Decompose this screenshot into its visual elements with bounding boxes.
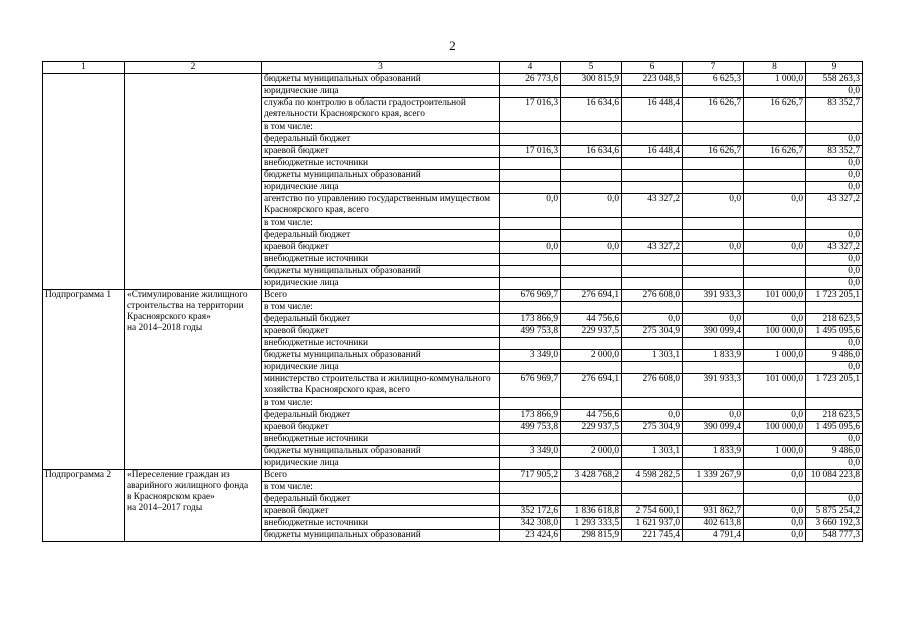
year-value-cell: [561, 434, 622, 446]
year-value-cell: 44 756,6: [561, 314, 622, 326]
subprogram-title-line: аварийного жилищного фонда: [127, 481, 249, 491]
year-value-cell: [622, 398, 683, 410]
year-value-cell: [744, 230, 806, 242]
year-value-cell: 3 349,0: [500, 350, 561, 362]
year-value-cell: 17 016,3: [500, 98, 561, 122]
total-value-cell: 0,0: [806, 158, 863, 170]
header-cell: 1: [43, 62, 125, 74]
year-value-cell: [500, 230, 561, 242]
year-value-cell: 16 626,7: [744, 98, 806, 122]
year-value-cell: 298 815,9: [561, 530, 622, 542]
year-value-cell: 16 634,6: [561, 98, 622, 122]
year-value-cell: 229 937,5: [561, 422, 622, 434]
row-label-cell: внебюджетные источники: [262, 518, 500, 530]
year-value-cell: [744, 266, 806, 278]
year-value-cell: 4 791,4: [683, 530, 744, 542]
total-value-cell: 1 495 095,6: [806, 326, 863, 338]
subprogram-title-line: на 2014–2018 годы: [127, 323, 203, 333]
year-value-cell: 1 000,0: [744, 350, 806, 362]
year-value-cell: 0,0: [683, 194, 744, 218]
table-row: [43, 290, 863, 302]
total-value-cell: [806, 218, 863, 230]
total-value-cell: 1 495 095,6: [806, 422, 863, 434]
year-value-cell: [561, 458, 622, 470]
total-value-cell: [806, 302, 863, 314]
year-value-cell: 275 304,9: [622, 326, 683, 338]
row-label-cell: внебюджетные источники: [262, 434, 500, 446]
subprogram-title-cell: [125, 290, 262, 470]
year-value-cell: 6 625,3: [683, 74, 744, 86]
subprogram-code: Подпрограмма 2: [45, 470, 112, 480]
year-value-cell: [561, 182, 622, 194]
row-label-cell: в том числе:: [262, 302, 500, 314]
header-cell: 9: [806, 62, 863, 74]
total-value-cell: 0,0: [806, 182, 863, 194]
year-value-cell: [744, 398, 806, 410]
header-cell: 3: [262, 62, 500, 74]
year-value-cell: 499 753,8: [500, 326, 561, 338]
year-value-cell: 100 000,0: [744, 422, 806, 434]
year-value-cell: [500, 134, 561, 146]
year-value-cell: [500, 218, 561, 230]
year-value-cell: 402 613,8: [683, 518, 744, 530]
year-value-cell: 101 000,0: [744, 290, 806, 302]
total-value-cell: 9 486,0: [806, 350, 863, 362]
year-value-cell: [683, 278, 744, 290]
year-value-cell: [744, 182, 806, 194]
year-value-cell: 100 000,0: [744, 326, 806, 338]
budget-table: [42, 61, 863, 542]
year-value-cell: 1 836 618,8: [561, 506, 622, 518]
year-value-cell: 1 339 267,9: [683, 470, 744, 482]
subprogram-title-line: Красноярского края»: [127, 312, 211, 322]
total-value-cell: 5 875 254,2: [806, 506, 863, 518]
total-value-cell: 558 263,3: [806, 74, 863, 86]
total-value-cell: 0,0: [806, 266, 863, 278]
row-label-cell: агентство по управлению государственным имуществом Красноярского края, всего: [262, 194, 500, 218]
row-label-cell: федеральный бюджет: [262, 494, 500, 506]
total-value-cell: 0,0: [806, 134, 863, 146]
year-value-cell: [561, 254, 622, 266]
year-value-cell: [622, 170, 683, 182]
table-row: [43, 470, 863, 482]
total-value-cell: 1 723 205,1: [806, 290, 863, 302]
total-value-cell: 0,0: [806, 170, 863, 182]
year-value-cell: [744, 434, 806, 446]
subprogram-title-line: на 2014–2017 годы: [127, 503, 203, 513]
year-value-cell: [500, 458, 561, 470]
year-value-cell: 173 866,9: [500, 314, 561, 326]
year-value-cell: [500, 182, 561, 194]
year-value-cell: [500, 170, 561, 182]
year-value-cell: 275 304,9: [622, 422, 683, 434]
total-value-cell: 0,0: [806, 362, 863, 374]
year-value-cell: 0,0: [500, 242, 561, 254]
total-value-cell: [806, 122, 863, 134]
year-value-cell: [561, 494, 622, 506]
total-value-cell: 0,0: [806, 278, 863, 290]
year-value-cell: [683, 458, 744, 470]
total-value-cell: 0,0: [806, 338, 863, 350]
table-row: [43, 74, 863, 86]
total-value-cell: 0,0: [806, 434, 863, 446]
year-value-cell: [744, 482, 806, 494]
year-value-cell: 0,0: [622, 314, 683, 326]
year-value-cell: [622, 434, 683, 446]
year-value-cell: [622, 494, 683, 506]
year-value-cell: [683, 482, 744, 494]
year-value-cell: 17 016,3: [500, 146, 561, 158]
year-value-cell: [744, 458, 806, 470]
year-value-cell: [683, 434, 744, 446]
year-value-cell: [500, 302, 561, 314]
year-value-cell: [683, 362, 744, 374]
year-value-cell: [683, 158, 744, 170]
row-label-cell: бюджеты муниципальных образований: [262, 170, 500, 182]
year-value-cell: [500, 434, 561, 446]
year-value-cell: 0,0: [744, 410, 806, 422]
year-value-cell: 717 905,2: [500, 470, 561, 482]
row-label-cell: краевой бюджет: [262, 326, 500, 338]
header-cell: 5: [561, 62, 622, 74]
year-value-cell: 390 099,4: [683, 422, 744, 434]
year-value-cell: [744, 170, 806, 182]
row-label-cell: Всего: [262, 470, 500, 482]
subprogram-title-line: «Переселение граждан из: [127, 470, 230, 480]
year-value-cell: [683, 338, 744, 350]
year-value-cell: [622, 158, 683, 170]
row-label-cell: в том числе:: [262, 482, 500, 494]
year-value-cell: 1 303,1: [622, 350, 683, 362]
total-value-cell: 9 486,0: [806, 446, 863, 458]
year-value-cell: 676 969,7: [500, 374, 561, 398]
year-value-cell: [622, 482, 683, 494]
year-value-cell: 342 308,0: [500, 518, 561, 530]
row-label-cell: служба по контролю в области градостроительной деятельности Красноярского края, всего: [262, 98, 500, 122]
header-cell: 4: [500, 62, 561, 74]
year-value-cell: 499 753,8: [500, 422, 561, 434]
total-value-cell: 10 084 223,8: [806, 470, 863, 482]
year-value-cell: [561, 278, 622, 290]
year-value-cell: [683, 494, 744, 506]
row-label-cell: бюджеты муниципальных образований: [262, 530, 500, 542]
total-value-cell: 218 623,5: [806, 314, 863, 326]
year-value-cell: [561, 86, 622, 98]
row-label-cell: бюджеты муниципальных образований: [262, 74, 500, 86]
year-value-cell: [500, 278, 561, 290]
year-value-cell: [683, 254, 744, 266]
year-value-cell: [744, 362, 806, 374]
year-value-cell: [744, 278, 806, 290]
row-label-cell: юридические лица: [262, 278, 500, 290]
year-value-cell: [500, 398, 561, 410]
year-value-cell: 23 424,6: [500, 530, 561, 542]
year-value-cell: 0,0: [500, 194, 561, 218]
page-number: 2: [449, 38, 456, 53]
total-value-cell: 1 723 205,1: [806, 374, 863, 398]
year-value-cell: [622, 122, 683, 134]
total-value-cell: [806, 398, 863, 410]
year-value-cell: 223 048,5: [622, 74, 683, 86]
year-value-cell: [683, 218, 744, 230]
year-value-cell: [500, 362, 561, 374]
year-value-cell: [622, 338, 683, 350]
year-value-cell: 391 933,3: [683, 290, 744, 302]
subprogram-title-cell: [125, 470, 262, 542]
year-value-cell: [683, 302, 744, 314]
row-label-cell: бюджеты муниципальных образований: [262, 350, 500, 362]
year-value-cell: 931 862,7: [683, 506, 744, 518]
header-cell: 8: [744, 62, 806, 74]
row-label-cell: федеральный бюджет: [262, 230, 500, 242]
year-value-cell: [744, 122, 806, 134]
year-value-cell: [500, 266, 561, 278]
year-value-cell: 221 745,4: [622, 530, 683, 542]
year-value-cell: 1 000,0: [744, 446, 806, 458]
row-label-cell: юридические лица: [262, 182, 500, 194]
year-value-cell: 101 000,0: [744, 374, 806, 398]
year-value-cell: [500, 158, 561, 170]
year-value-cell: [622, 302, 683, 314]
year-value-cell: [744, 86, 806, 98]
row-label-cell: краевой бюджет: [262, 506, 500, 518]
row-label-cell: в том числе:: [262, 218, 500, 230]
total-value-cell: 548 777,3: [806, 530, 863, 542]
year-value-cell: 26 773,6: [500, 74, 561, 86]
row-label-cell: краевой бюджет: [262, 146, 500, 158]
header-cell: 6: [622, 62, 683, 74]
year-value-cell: 0,0: [561, 242, 622, 254]
year-value-cell: 276 608,0: [622, 290, 683, 302]
total-value-cell: 0,0: [806, 86, 863, 98]
year-value-cell: [622, 266, 683, 278]
year-value-cell: [500, 122, 561, 134]
year-value-cell: [622, 134, 683, 146]
year-value-cell: [500, 254, 561, 266]
year-value-cell: 0,0: [622, 410, 683, 422]
year-value-cell: 16 626,7: [683, 146, 744, 158]
subprogram-title-line: «Стимулирование жилищного: [127, 290, 248, 300]
row-label-cell: юридические лица: [262, 458, 500, 470]
row-label-cell: внебюджетные источники: [262, 254, 500, 266]
year-value-cell: 1 833,9: [683, 446, 744, 458]
year-value-cell: [683, 266, 744, 278]
year-value-cell: [683, 122, 744, 134]
year-value-cell: 0,0: [744, 506, 806, 518]
year-value-cell: [622, 86, 683, 98]
header-cell: 7: [683, 62, 744, 74]
row-label-cell: краевой бюджет: [262, 422, 500, 434]
year-value-cell: [744, 494, 806, 506]
year-value-cell: [622, 458, 683, 470]
year-value-cell: 173 866,9: [500, 410, 561, 422]
row-label-cell: внебюджетные источники: [262, 158, 500, 170]
year-value-cell: 2 754 600,1: [622, 506, 683, 518]
row-label-cell: федеральный бюджет: [262, 134, 500, 146]
total-value-cell: 83 352,7: [806, 98, 863, 122]
total-value-cell: 0,0: [806, 494, 863, 506]
total-value-cell: [806, 482, 863, 494]
year-value-cell: [561, 398, 622, 410]
row-label-cell: юридические лица: [262, 362, 500, 374]
year-value-cell: 0,0: [744, 530, 806, 542]
year-value-cell: 3 428 768,2: [561, 470, 622, 482]
total-value-cell: 3 660 192,3: [806, 518, 863, 530]
year-value-cell: 276 608,0: [622, 374, 683, 398]
year-value-cell: [561, 482, 622, 494]
year-value-cell: 43 327,2: [622, 242, 683, 254]
year-value-cell: [561, 134, 622, 146]
year-value-cell: 276 694,1: [561, 374, 622, 398]
total-value-cell: 218 623,5: [806, 410, 863, 422]
year-value-cell: 0,0: [683, 314, 744, 326]
year-value-cell: 3 349,0: [500, 446, 561, 458]
year-value-cell: [622, 182, 683, 194]
year-value-cell: [744, 338, 806, 350]
year-value-cell: 390 099,4: [683, 326, 744, 338]
header-row: [43, 62, 863, 74]
subprogram-title-cell: [125, 74, 262, 290]
year-value-cell: 300 815,9: [561, 74, 622, 86]
year-value-cell: 391 933,3: [683, 374, 744, 398]
year-value-cell: [561, 362, 622, 374]
year-value-cell: [500, 338, 561, 350]
total-value-cell: 0,0: [806, 254, 863, 266]
row-label-cell: бюджеты муниципальных образований: [262, 266, 500, 278]
year-value-cell: [744, 158, 806, 170]
row-label-cell: Всего: [262, 290, 500, 302]
year-value-cell: [683, 230, 744, 242]
subprogram-code-cell: [43, 470, 125, 542]
row-label-cell: бюджеты муниципальных образований: [262, 446, 500, 458]
year-value-cell: [622, 230, 683, 242]
year-value-cell: [500, 494, 561, 506]
year-value-cell: [622, 278, 683, 290]
total-value-cell: 0,0: [806, 458, 863, 470]
year-value-cell: 276 694,1: [561, 290, 622, 302]
year-value-cell: [744, 254, 806, 266]
year-value-cell: 0,0: [683, 410, 744, 422]
year-value-cell: 0,0: [744, 242, 806, 254]
year-value-cell: 1 833,9: [683, 350, 744, 362]
year-value-cell: [561, 218, 622, 230]
year-value-cell: 1 621 937,0: [622, 518, 683, 530]
row-label-cell: краевой бюджет: [262, 242, 500, 254]
year-value-cell: [683, 134, 744, 146]
year-value-cell: 0,0: [744, 314, 806, 326]
year-value-cell: 16 626,7: [683, 98, 744, 122]
year-value-cell: 229 937,5: [561, 326, 622, 338]
year-value-cell: [561, 338, 622, 350]
row-label-cell: внебюджетные источники: [262, 338, 500, 350]
year-value-cell: [622, 218, 683, 230]
year-value-cell: 676 969,7: [500, 290, 561, 302]
header-cell: 2: [125, 62, 262, 74]
year-value-cell: 0,0: [561, 194, 622, 218]
year-value-cell: [744, 302, 806, 314]
total-value-cell: 43 327,2: [806, 242, 863, 254]
year-value-cell: 16 634,6: [561, 146, 622, 158]
table-body: [43, 62, 863, 542]
year-value-cell: [561, 230, 622, 242]
year-value-cell: [561, 158, 622, 170]
subprogram-code-cell: [43, 290, 125, 470]
year-value-cell: [744, 218, 806, 230]
row-label-cell: федеральный бюджет: [262, 314, 500, 326]
year-value-cell: [500, 482, 561, 494]
year-value-cell: 1 293 333,5: [561, 518, 622, 530]
year-value-cell: [500, 86, 561, 98]
year-value-cell: 2 000,0: [561, 350, 622, 362]
year-value-cell: [683, 182, 744, 194]
subprogram-title-line: строительства на территории: [127, 301, 244, 311]
year-value-cell: [683, 170, 744, 182]
year-value-cell: 44 756,6: [561, 410, 622, 422]
year-value-cell: 16 626,7: [744, 146, 806, 158]
year-value-cell: [683, 398, 744, 410]
year-value-cell: 0,0: [744, 194, 806, 218]
year-value-cell: 1 303,1: [622, 446, 683, 458]
row-label-cell: в том числе:: [262, 398, 500, 410]
subprogram-code: Подпрограмма 1: [45, 290, 112, 300]
row-label-cell: юридические лица: [262, 86, 500, 98]
year-value-cell: [561, 122, 622, 134]
total-value-cell: 0,0: [806, 230, 863, 242]
year-value-cell: 1 000,0: [744, 74, 806, 86]
year-value-cell: 4 598 282,5: [622, 470, 683, 482]
year-value-cell: [744, 134, 806, 146]
year-value-cell: 0,0: [683, 242, 744, 254]
row-label-cell: в том числе:: [262, 122, 500, 134]
year-value-cell: 2 000,0: [561, 446, 622, 458]
total-value-cell: 43 327,2: [806, 194, 863, 218]
year-value-cell: [622, 362, 683, 374]
subprogram-title-line: в Красноярском крае»: [127, 492, 215, 502]
year-value-cell: 43 327,2: [622, 194, 683, 218]
total-value-cell: 83 352,7: [806, 146, 863, 158]
row-label-cell: федеральный бюджет: [262, 410, 500, 422]
year-value-cell: [622, 254, 683, 266]
year-value-cell: 352 172,6: [500, 506, 561, 518]
year-value-cell: 0,0: [744, 470, 806, 482]
year-value-cell: [561, 266, 622, 278]
year-value-cell: [561, 170, 622, 182]
year-value-cell: [561, 302, 622, 314]
row-label-cell: министерство строительства и жилищно-коммунального хозяйства Красноярского края, всего: [262, 374, 500, 398]
year-value-cell: 16 448,4: [622, 98, 683, 122]
year-value-cell: 16 448,4: [622, 146, 683, 158]
year-value-cell: [683, 86, 744, 98]
year-value-cell: 0,0: [744, 518, 806, 530]
subprogram-code-cell: [43, 74, 125, 290]
